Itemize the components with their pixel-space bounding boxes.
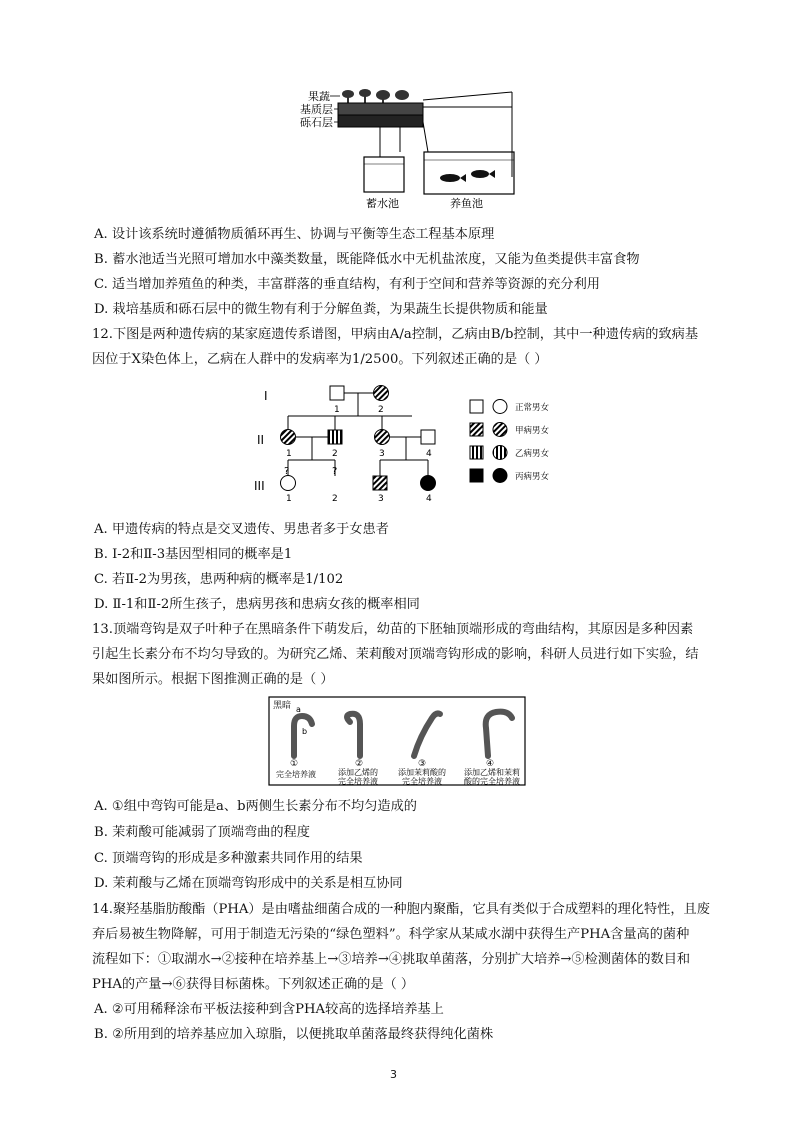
label-fruit: 果蔬 bbox=[308, 90, 330, 103]
label-gravel: 砾石层 bbox=[300, 116, 333, 129]
pedigree-i1-male bbox=[330, 386, 344, 400]
legend-disease-b: 乙病男女 bbox=[515, 449, 550, 459]
page-number: 3 bbox=[390, 1068, 397, 1081]
q14-stem-line-4: PHA的产量→⑥获得目标菌株。下列叙述正确的是（ ） bbox=[92, 977, 415, 992]
panel-2-label-2: 完全培养液 bbox=[338, 777, 378, 786]
panel-2-num: ② bbox=[355, 759, 364, 769]
substrate-layer bbox=[338, 103, 423, 115]
num-iii2: 2 bbox=[332, 494, 338, 503]
q13-option-a: A. ①组中弯钩可能是a、b两侧生长素分布不均匀造成的 bbox=[94, 799, 417, 814]
panel-1-label: 完全培养液 bbox=[276, 770, 316, 779]
q12-option-c: C. 若Ⅱ-2为男孩，患两种病的概率是1/102 bbox=[94, 572, 344, 587]
q13-stem-line-2: 引起生长素分布不均匀导致的。为研究乙烯、茉莉酸对顶端弯钩形成的影响，科研人员进行如下实验，结 bbox=[92, 647, 699, 662]
q12-option-a: A. 甲遗传病的特点是交叉遗传、男患者多于女患者 bbox=[94, 522, 389, 537]
label-substrate: 基质层 bbox=[300, 103, 333, 116]
q12-stem-line-2: 因位于X染色体上，乙病在人群中的发病率为1/2500。下列叙述正确的是（ ） bbox=[92, 352, 548, 367]
pedigree-iii1-female bbox=[281, 476, 296, 491]
reservoir-tank bbox=[364, 157, 404, 192]
gen-label-2: II bbox=[257, 433, 265, 447]
side-a-label: a bbox=[296, 705, 301, 714]
gen-label-3: III bbox=[254, 479, 265, 493]
q11-option-a: A. 设计该系统时遵循物质循环再生、协调与平衡等生态工程基本原理 bbox=[94, 227, 495, 242]
num-ii4: 4 bbox=[426, 449, 432, 459]
dark-label: 黑暗 bbox=[273, 701, 292, 711]
num-iii4: 4 bbox=[426, 494, 432, 503]
num-iii3: 3 bbox=[378, 494, 384, 503]
panel-3-label-1: 添加茉莉酸的 bbox=[398, 768, 446, 777]
legend-disease-a: 甲病男女 bbox=[515, 426, 550, 436]
panel-4-label-1: 添加乙烯和茉莉 bbox=[464, 768, 520, 777]
q14-option-a: A. ②可用稀释涂布平板法接种到含PHA较高的选择培养基上 bbox=[94, 1002, 444, 1017]
panel-3-label-2: 完全培养液 bbox=[402, 777, 442, 786]
legend-normal: 正常男女 bbox=[515, 403, 550, 413]
q13-stem-line-3: 果如图所示。根据下图推测正确的是（ ） bbox=[92, 672, 334, 687]
num-ii3: 3 bbox=[379, 449, 385, 459]
panel-4-num: ④ bbox=[486, 759, 495, 769]
pedigree-ii4-male bbox=[421, 430, 435, 444]
plant-icons bbox=[342, 89, 409, 103]
question-mark-2: ? bbox=[332, 466, 338, 477]
q14-stem-line-1: 14.聚羟基脂肪酸酯（PHA）是由嗜盐细菌合成的一种胞内聚酯，它具有类似于合成塑料的理化特性，且废 bbox=[92, 902, 710, 917]
panel-2-label-1: 添加乙烯的 bbox=[338, 768, 378, 777]
q13-option-d: D. 茉莉酸与乙烯在顶端弯钩形成中的关系是相互协同 bbox=[94, 876, 403, 891]
gravel-layer bbox=[338, 115, 423, 127]
pedigree-legend bbox=[470, 400, 550, 483]
num-ii1: 1 bbox=[286, 449, 292, 459]
q13-stem-line-1: 13.顶端弯钩是双子叶种子在黑暗条件下萌发后，幼苗的下胚轴顶端形成的弯曲结构，其原因是多种因素 bbox=[92, 622, 694, 637]
panel-4-label-2: 酸的完全培养液 bbox=[464, 777, 520, 786]
q14-stem-line-3: 流程如下：①取湖水→②接种在培养基上→③培养→④挑取单菌落，分别扩大培养→⑤检测菌体的数目和 bbox=[92, 952, 691, 967]
q11-option-b: B. 蓄水池适当光照可增加水中藻类数量，既能降低水中无机盐浓度，又能为鱼类提供丰富食物 bbox=[94, 252, 640, 267]
question-mark-1: ? bbox=[284, 466, 290, 477]
q14-option-b: B. ②所用到的培养基应加入琼脂，以便挑取单菌落最终获得纯化菌株 bbox=[94, 1027, 494, 1042]
pedigree-chart bbox=[252, 378, 572, 503]
q13-option-b: B. 茉莉酸可能减弱了顶端弯曲的程度 bbox=[94, 825, 310, 840]
num-iii1: 1 bbox=[286, 494, 292, 503]
q12-stem-line-1: 12.下图是两种遗传病的某家庭遗传系谱图，甲病由A/a控制，乙病由B/b控制，其中一种遗传病的致病基 bbox=[92, 327, 699, 342]
gen-label-1: I bbox=[264, 389, 268, 403]
q12-option-b: B. Ⅰ-2和Ⅱ-3基因型相同的概率是1 bbox=[94, 547, 293, 562]
label-reservoir: 蓄水池 bbox=[366, 197, 399, 210]
q12-option-d: D. Ⅱ-1和Ⅱ-2所生孩子，患病男孩和患病女孩的概率相同 bbox=[94, 597, 420, 612]
pedigree-iii4-female bbox=[421, 476, 436, 491]
side-b-label: b bbox=[302, 727, 308, 736]
pedigree-ii3-female bbox=[375, 430, 390, 445]
label-fishpond: 养鱼池 bbox=[450, 197, 483, 210]
apical-hook-figure bbox=[268, 696, 526, 786]
panel-1-num: ① bbox=[290, 759, 299, 769]
fishpond-tank bbox=[424, 152, 514, 194]
num-i2: 2 bbox=[378, 405, 384, 415]
pedigree-ii2-male bbox=[328, 430, 342, 444]
q11-option-d: D. 栽培基质和砾石层中的微生物有利于分解鱼粪，为果蔬生长提供物质和能量 bbox=[94, 302, 548, 317]
panel-3-num: ③ bbox=[418, 759, 427, 769]
num-ii2: 2 bbox=[332, 449, 338, 459]
pedigree-i2-female bbox=[374, 386, 389, 401]
pedigree-iii3-male bbox=[373, 476, 387, 490]
legend-disease-c: 丙病男女 bbox=[515, 472, 550, 482]
num-i1: 1 bbox=[334, 405, 340, 415]
pedigree-ii1-female bbox=[281, 430, 296, 445]
aquaponics-figure bbox=[300, 82, 530, 212]
q13-option-c: C. 顶端弯钩的形成是多种激素共同作用的结果 bbox=[94, 851, 363, 866]
q11-option-c: C. 适当增加养殖鱼的种类，丰富群落的垂直结构，有利于空间和营养等资源的充分利用 bbox=[94, 277, 600, 292]
q14-stem-line-2: 弃后易被生物降解，可用于制造无污染的“绿色塑料”。科学家从某咸水湖中获得生产PHA含量高的菌种 bbox=[92, 927, 690, 942]
fish-icons bbox=[440, 170, 495, 182]
